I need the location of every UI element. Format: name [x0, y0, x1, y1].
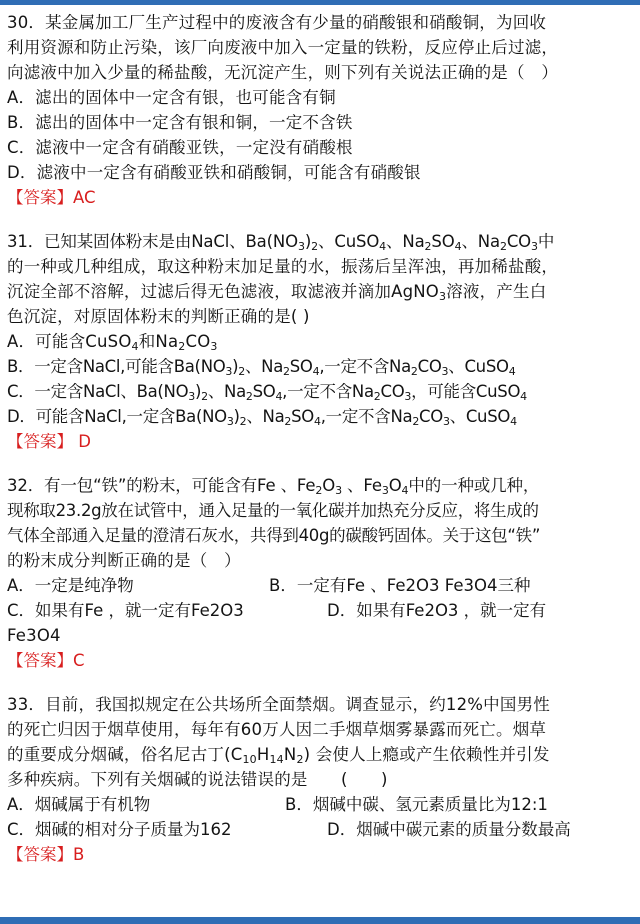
subscript: 2: [315, 484, 323, 497]
text: D．可能含NaCl,一定含Ba(NO: [7, 407, 227, 426]
bottom-accent-bar: [0, 917, 640, 924]
spacer: [7, 673, 635, 692]
text: ): [233, 407, 240, 426]
q32-option-d: D．如果有Fe2O3 ，就一定有: [327, 601, 547, 620]
text: ，可能含CuSO: [411, 382, 521, 401]
q30-stem-line-1: 30．某金属加工厂生产过程中的废液含有少量的硝酸银和硝酸铜，为回收: [7, 13, 547, 32]
question-30: [7, 10, 635, 210]
q30-option-a: A．滤出的固体中一定含有银，也可能含有铜: [7, 88, 336, 107]
subscript: 3: [225, 365, 233, 378]
q31-stem-line-2: 的一种或几种组成，取这种粉末加足量的水，振荡后呈浑浊，再加稀盐酸，: [7, 257, 559, 276]
text: O: [388, 476, 402, 495]
q30-stem-line-3: 向滤液中加入少量的稀盐酸，无沉淀产生，则下列有关说法正确的是（ ）: [7, 63, 559, 82]
subscript: 2: [245, 390, 253, 403]
subscript: 2: [284, 415, 292, 428]
text: ) 会使人上瘾或产生依赖性并引发: [303, 745, 550, 764]
q33-option-c: C．烟碱的相对分子质量为162: [7, 820, 232, 839]
text: 、CuSO: [449, 407, 511, 426]
subscript: 4: [314, 415, 321, 428]
text: 、CuSO: [448, 357, 509, 376]
q32-stem-line-1: [7, 473, 635, 498]
q32-options-row-2: [7, 598, 635, 623]
subscript: 3: [439, 290, 447, 303]
subscript: 2: [239, 415, 247, 428]
q33-option-b: B．烟碱中碳、氢元素质量比为12:1: [285, 795, 548, 814]
text: SO: [252, 382, 276, 401]
text: CO: [419, 407, 443, 426]
text: ): [304, 232, 312, 251]
text: 31．已知某固体粉末是由NaCl、Ba(NO: [7, 232, 298, 251]
subscript: 4: [275, 390, 283, 403]
spacer: [7, 454, 635, 473]
question-33: [7, 692, 635, 867]
text: 、CuSO: [317, 232, 380, 251]
q32-option-b: B．一定有Fe 、Fe2O3 Fe3O4三种: [269, 576, 531, 595]
text: 溶液，产生白: [446, 282, 547, 301]
question-32: [7, 473, 635, 673]
text: 、Na: [246, 407, 285, 426]
subscript: 3: [335, 484, 342, 497]
text: ): [194, 382, 202, 401]
subscript: 2: [201, 390, 208, 403]
subscript: 3: [226, 415, 234, 428]
text: A．可能含CuSO: [7, 332, 132, 351]
text: 中: [537, 232, 555, 251]
subscript: 3: [210, 340, 218, 353]
q32-options-row-1: [7, 573, 635, 598]
subscript: 4: [508, 365, 516, 378]
q33-stem-line-1: 33．目前，我国拟规定在公共场所全面禁烟。调查显示，约12%中国男性: [7, 695, 550, 714]
text: 沉淀全部不溶解，过滤后得无色滤液，取滤液并滴加AgNO: [7, 282, 439, 301]
subscript: 4: [379, 240, 387, 253]
top-accent-bar: [0, 0, 640, 5]
question-31: [7, 229, 635, 454]
q32-option-d-continued: Fe3O4: [7, 626, 61, 645]
q32-stem-line-2: 现称取23.2g放在试管中，通入足量的一氧化碳并加热充分反应，将生成的: [7, 501, 539, 520]
text: SO: [289, 357, 313, 376]
q32-option-c: C．如果有Fe ，就一定有Fe2O3: [7, 601, 244, 620]
subscript: 3: [297, 240, 305, 253]
q32-stem-line-3: 气体全部通入足量的澄清石灰水，共得到40g的碳酸钙固体。关于这包“铁”: [7, 526, 541, 545]
subscript: 2: [296, 753, 304, 766]
q33-stem-line-4: 多种疾病。下列有关烟碱的说法错误的是 ( ): [7, 770, 388, 789]
q33-option-a: A．烟碱属于有机物: [7, 795, 151, 814]
text: ,一定不含Na: [320, 407, 413, 426]
subscript: 2: [283, 365, 290, 378]
text: 、Na: [207, 382, 246, 401]
q32-option-a: A．一定是纯净物: [7, 576, 134, 595]
subscript: 4: [520, 390, 527, 403]
subscript: 4: [454, 240, 462, 253]
subscript: 3: [188, 390, 195, 403]
q33-stem-line-3: [7, 742, 635, 767]
subscript: 2: [373, 390, 381, 403]
text: 、Na: [244, 357, 284, 376]
text: 32．有一包“铁”的粉末，可能含有Fe 、Fe: [7, 476, 316, 495]
q31-stem-line-3: [7, 279, 635, 304]
subscript: 3: [381, 484, 389, 497]
q30-option-b: B．滤出的固体中一定含有银和铜，一定不含铁: [7, 113, 353, 132]
subscript: 2: [499, 240, 507, 253]
spacer: [7, 210, 635, 229]
q31-option-c: [7, 379, 635, 404]
q31-stem-line-1: [7, 229, 635, 254]
text: SO: [431, 232, 455, 251]
text: 、Na: [461, 232, 500, 251]
question-document: [7, 10, 635, 867]
subscript: 4: [510, 415, 517, 428]
q33-options-row-1: [7, 792, 635, 817]
text: SO: [291, 407, 314, 426]
text: 和Na: [138, 332, 179, 351]
text: ): [232, 357, 239, 376]
subscript: 3: [441, 365, 449, 378]
text: 、Fe: [341, 476, 382, 495]
q32-stem-line-4: 的粉末成分判断正确的是（ ）: [7, 551, 241, 570]
q30-answer: 【答案】AC: [7, 188, 96, 207]
q31-option-a: [7, 329, 635, 354]
text: C．一定含NaCl、Ba(NO: [7, 382, 189, 401]
q33-option-d: D．烟碱中碳元素的质量分数最高: [327, 820, 571, 839]
subscript: 2: [238, 365, 245, 378]
text: N: [283, 745, 297, 764]
subscript: 3: [531, 240, 538, 253]
q30-option-d: D．滤液中一定含有硝酸亚铁和硝酸铜，可能含有硝酸银: [7, 163, 421, 182]
subscript: 2: [410, 365, 418, 378]
subscript: 2: [412, 415, 420, 428]
subscript: 4: [401, 484, 409, 497]
text: CO: [506, 232, 532, 251]
subscript: 3: [442, 415, 450, 428]
subscript: 2: [311, 240, 318, 253]
subscript: 2: [178, 340, 186, 353]
q31-option-d: [7, 404, 635, 429]
text: CO: [417, 357, 442, 376]
subscript: 3: [404, 390, 412, 403]
subscript: 10: [242, 753, 257, 766]
q30-stem-line-2: 利用资源和防止污染，该厂向废液中加入一定量的铁粉，反应停止后过滤，: [7, 38, 559, 57]
text: CO: [185, 332, 211, 351]
text: ,一定不含Na: [319, 357, 411, 376]
text: 、Na: [386, 232, 425, 251]
text: H: [256, 745, 270, 764]
text: O: [322, 476, 336, 495]
text: 中的一种或几种，: [408, 476, 540, 495]
subscript: 4: [131, 340, 139, 353]
subscript: 4: [312, 365, 320, 378]
q31-option-b: [7, 354, 635, 379]
text: B．一定含NaCl,可能含Ba(NO: [7, 357, 226, 376]
q33-answer: 【答案】B: [7, 845, 85, 864]
q33-options-row-2: [7, 817, 635, 842]
subscript: 2: [424, 240, 432, 253]
text: ,一定不含Na: [282, 382, 374, 401]
q31-stem-line-4: 色沉淀，对原固体粉末的判断正确的是( ): [7, 307, 310, 326]
q33-stem-line-2: 的死亡归因于烟草使用，每年有60万人因二手烟草烟雾暴露而死亡。烟草: [7, 720, 547, 739]
subscript: 14: [269, 753, 284, 766]
q30-option-c: C．滤液中一定含有硝酸亚铁，一定没有硝酸根: [7, 138, 353, 157]
text: 的重要成分烟碱，俗名尼古丁(C: [7, 745, 243, 764]
q32-answer: 【答案】C: [7, 651, 85, 670]
text: CO: [380, 382, 405, 401]
q31-answer: 【答案】 D: [7, 432, 91, 451]
